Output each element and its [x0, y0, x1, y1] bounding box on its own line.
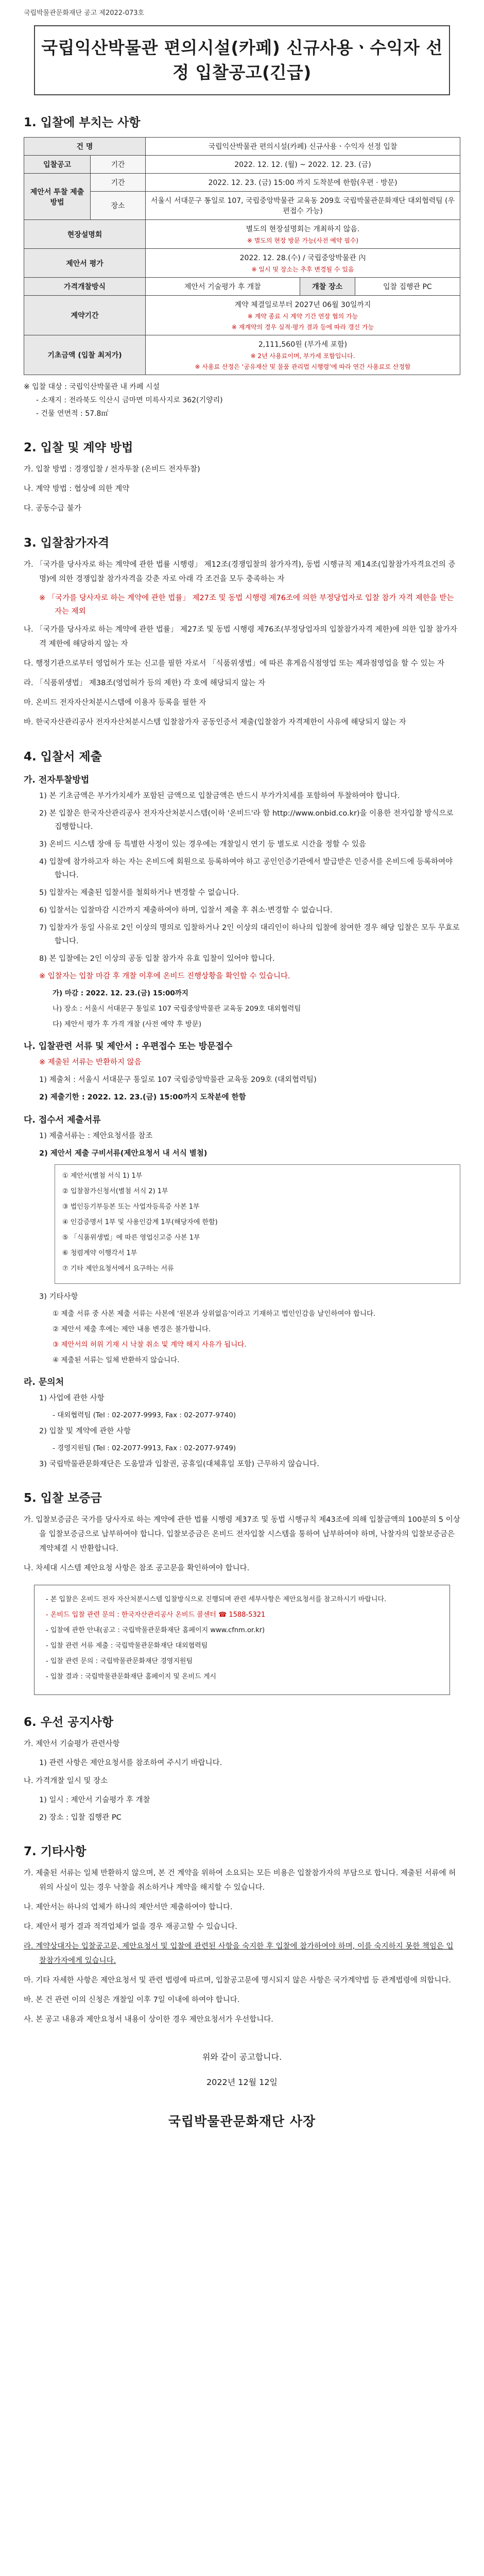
base-price-note-1: ※ 2년 사용료이며, 부가세 포함입니다.	[250, 352, 355, 360]
table-row	[24, 249, 460, 278]
list-item: 바. 본 건 관련 이의 신청은 개찰일 이후 7일 이내에 하여야 합니다.	[24, 1996, 240, 2004]
list-item: 다. 행정기관으로부터 영업허가 또는 신고를 필한 자로서 「식품위생법」에 따른 휴게음식점영업 또는 제과점영업을 할 수 있는 자	[24, 659, 445, 668]
page-title: 국립익산박물관 편의시설(카페) 신규사용ㆍ수익자 선정 입찰공고(긴급)	[41, 38, 443, 82]
documents-box	[55, 1164, 460, 1284]
list-item: 2) 입찰 및 계약에 관한 사항	[39, 1427, 131, 1435]
section-1-title: 1. 입찰에 부치는 사항	[24, 116, 141, 129]
list-item: 다. 제안서 평가 결과 적격업체가 없을 경우 재공고할 수 있습니다.	[24, 1923, 237, 1931]
date-item: 가) 마감 : 2022. 12. 23.(금) 15:00까지	[53, 989, 188, 997]
bid-info-table	[24, 137, 460, 375]
document-item: ⑥ 청렴계약 이행각서 1부	[62, 1249, 137, 1257]
price-header: 가격개찰방식	[24, 278, 146, 296]
table-row	[24, 174, 460, 192]
guidance-item: - 온비드 입찰 관련 문의 : 한국자산관리공사 온비드 콜센터 ☎ 1588-5321	[46, 1611, 266, 1619]
section-4-title: 4. 입찰서 제출	[24, 750, 102, 764]
announcement-number: 국립박물관문화재단 공고 제2022-073호	[24, 9, 145, 17]
list-item: 2) 제안서 제출 구비서류(제안요청서 내 서식 별첨)	[39, 1149, 208, 1158]
list-item: 나. 「국가를 당사자로 하는 계약에 관한 법률」 제27조 및 동법 시행령 제76조(부정당업자의 입찰참가자격 제한)에 의한 입찰 참가자격 제한에 해당하지 않는 자	[24, 625, 457, 648]
list-item: 8) 본 입찰에는 2인 이상의 공동 입찰 참가자 유효 입찰이 있어야 합니다.	[39, 955, 275, 963]
list-item: 1) 제출서류는 : 제안요청서를 참조	[39, 1132, 153, 1140]
list-item: 사. 본 공고 내용과 제안요청서 내용이 상이한 경우 제안요청서가 우선합니다.	[24, 2015, 273, 2024]
base-price-note-2: ※ 사용료 산정은 ‘공유재산 및 물품 관리법 시행령’에 따라 연간 사용료로 산정함	[195, 363, 411, 370]
subsection-title: 다. 접수서 제출서류	[24, 1115, 101, 1125]
base-price-value	[146, 335, 460, 375]
list-item: ① 제출 서류 중 사본 제출 서류는 사본에 '원본과 상위없음'이라고 기재하고 법인인감을 날인하여야 합니다.	[53, 1310, 376, 1318]
list-item: 1) 일시 : 제안서 기술평가 후 개찰	[39, 1796, 150, 1804]
document-item: ③ 법인등기부등본 또는 사업자등록증 사본 1부	[62, 1203, 200, 1211]
subsection-title: 나. 입찰관련 서류 및 제안서 : 우편접수 또는 방문접수	[24, 1041, 233, 1052]
contract-value	[146, 296, 460, 335]
document-item: ⑤ 「식품위생법」에 따른 영업신고증 사본 1부	[62, 1234, 200, 1242]
target-note-line: - 소재지 : 전라북도 익산시 금마면 미륵사지로 362(기양리)	[36, 396, 223, 404]
eval-note: ※ 일시 및 장소는 추후 변경될 수 있음	[251, 266, 354, 273]
briefing-header: 현장설명회	[24, 220, 146, 249]
list-item: 가. 입찰 방법 : 경쟁입찰 / 전자투찰 (온비드 전자투찰)	[24, 465, 200, 473]
list-item: ④ 제출된 서류는 일체 반환하지 않습니다.	[53, 1356, 180, 1364]
eval-value	[146, 249, 460, 278]
briefing-value	[146, 220, 460, 249]
section-6-title: 6. 우선 공지사항	[24, 1716, 114, 1729]
list-item-note: ※ 입찰자는 입찰 마감 후 개찰 이후에 온비드 진행상황을 확인할 수 있습니다.	[39, 972, 290, 980]
guidance-item: - 입찰에 관한 안내(공고 : 국립박물관문화재단 홈페이지 www.cfnm.or.kr)	[46, 1626, 265, 1634]
list-item: 가. 「국가를 당사자로 하는 계약에 관한 법률 시행령」 제12조(경쟁입찰의 참가자격), 동법 시행규칙 제14조(입찰참가자격요건의 증명)에 의한 경쟁입찰 참가자격을 갖춘 자로 아래 각 조건을 모두 충족하는 자	[24, 561, 456, 583]
list-item: 나. 계약 방법 : 협상에 의한 계약	[24, 485, 130, 493]
document-item: ② 입찰참가신청서(별첨 서식 2) 1부	[62, 1188, 168, 1195]
section-5-title: 5. 입찰 보증금	[24, 1492, 102, 1505]
list-item: ③ 제안서의 허위 기재 시 낙찰 취소 및 계약 해지 사유가 됩니다.	[53, 1341, 247, 1349]
eval-text: 2022. 12. 28.(수) / 국립중앙박물관 內	[239, 254, 366, 262]
section-3-title: 3. 입찰참가자격	[24, 536, 110, 550]
table-row	[24, 296, 460, 335]
announcement-date: 2022년 12월 12일	[206, 2077, 278, 2087]
list-item: 3) 기타사항	[39, 1293, 78, 1301]
list-item: 가. 제안서 기술평가 관련사항	[24, 1740, 120, 1748]
submit-sub: 기간	[91, 174, 146, 192]
subsection-title: 가. 전자투찰방법	[24, 775, 90, 785]
document-item: ④ 인감증명서 1부 및 사용인감계 1부(해당자에 한함)	[62, 1218, 218, 1226]
list-item: 2) 장소 : 입찰 집행관 PC	[39, 1814, 122, 1822]
briefing-text: 별도의 현장설명회는 개최하지 않음.	[246, 225, 360, 233]
table-row	[24, 138, 460, 156]
contact-line: - 대외협력팀 (Tel : 02-2077-9993, Fax : 02-2077-9740)	[53, 1411, 236, 1419]
contract-note-2: ※ 재계약의 경우 실적·평가 결과 등에 따라 갱신 가능	[231, 324, 374, 331]
submit-value: 2022. 12. 23. (금) 15:00 까지 도착분에 한함(우편 · 방문)	[146, 174, 460, 192]
list-item-note: ※ 「국가를 당사자로 하는 계약에 관한 법률」 제27조 및 동법 시행령 제76조에 의한 부정당업자로 입찰 참가 자격 제한을 받는 자는 제외	[39, 594, 454, 616]
list-item: 가. 입찰보증금은 국가를 당사자로 하는 계약에 관한 법률 시행령 제37조 및 동법 시행규칙 제43조에 의해 입찰금액의 100분의 5 이상을 입찰보증금으로 납부하여야 합니다. 입찰보증금은 온비드 전자입찰 시스템을 통하여 납부하여야 하며, 낙찰자의 입찰보증금은 계약체결 시 반환합니다.	[24, 1516, 460, 1553]
guidance-box	[34, 1585, 450, 1695]
list-item: ② 제안서 제출 후에는 제안 내용 변경은 불가합니다.	[53, 1325, 211, 1333]
contract-text: 계약 체결일로부터 2027년 06월 30일까지	[234, 301, 371, 309]
list-item: 2) 본 입찰은 한국자산관리공사 전자자산처분시스템(이하 '온비드'라 함 http://www.onbid.co.kr)을 이용한 전자입찰 방식으로 집행합니다.	[39, 809, 454, 831]
period-header: 입찰공고	[24, 156, 91, 174]
table-row	[24, 278, 460, 296]
list-item: 7) 입찰자가 동일 사유로 2인 이상의 명의로 입찰하거나 2인 이상의 대리인이 하나의 입찰에 참여한 경우 해당 입찰은 모두 무효로 합니다.	[39, 924, 460, 945]
section-2-title: 2. 입찰 및 계약 방법	[24, 441, 133, 454]
list-item: 마. 온비드 전자자산처분시스템에 이용자 등록을 필한 자	[24, 699, 206, 707]
place-sub: 장소	[91, 192, 146, 220]
document-item: ① 제안서(별첨 서식 1) 1부	[62, 1172, 143, 1180]
list-item: 나. 제안서는 하나의 업체가 하나의 제안서만 제출하여야 합니다.	[24, 1903, 233, 1911]
list-item: 5) 입찰자는 제출된 입찰서를 철회하거나 변경할 수 없습니다.	[39, 889, 239, 897]
base-price-text: 2,111,560원 (부가세 포함)	[258, 341, 348, 349]
period-value: 2022. 12. 12. (월) ~ 2022. 12. 23. (금)	[146, 156, 460, 174]
guidance-item: - 본 입찰은 온비드 전자 자산처분시스템 입찰방식으로 진행되며 관련 세부사항은 제안요청서를 참고하시기 바랍니다.	[46, 1596, 387, 1603]
subsection-title: 라. 문의처	[24, 1377, 64, 1387]
guidance-item: - 입찰 관련 서류 제출 : 국립박물관문화재단 대외협력팀	[46, 1642, 208, 1650]
list-item: 가. 제출된 서류는 일체 반환하지 않으며, 본 건 계약을 위하여 소요되는 모든 비용은 입찰참가자의 부담으로 합니다. 제출된 서류에 허위의 사실이 있는 경우 낙찰을 취소하거나 계약을 해지할 수 있습니다.	[24, 1869, 456, 1892]
list-item: 1) 관련 사항은 제안요청서를 참조하여 주시기 바랍니다.	[39, 1759, 222, 1767]
list-item: 6) 입찰서는 입찰마감 시간까지 제출하여야 하며, 입찰서 제출 후 취소·변경할 수 없습니다.	[39, 906, 333, 914]
contract-note-1: ※ 계약 종료 시 계약 기간 연장 협의 가능	[247, 313, 358, 320]
target-note-title: ※ 입찰 대상 : 국립익산박물관 내 카페 시설	[24, 383, 160, 391]
list-item: 1) 사업에 관한 사항	[39, 1394, 105, 1402]
target-note	[24, 380, 460, 420]
title-box	[34, 25, 450, 95]
subject-header: 건 명	[24, 138, 146, 156]
list-item-note: ※ 제출된 서류는 반환하지 않음	[39, 1058, 142, 1066]
list-item: 3) 국립박물관문화재단은 도움말과 입찰권, 공휴일(대체휴일 포함) 근무하지 않습니다.	[39, 1460, 319, 1468]
briefing-note: ※ 별도의 현장 방문 가능(사전 예약 필수)	[247, 237, 359, 244]
date-item: 나) 장소 : 서울시 서대문구 통일로 107 국립중앙박물관 교육동 209호 대외협력팀	[53, 1005, 301, 1013]
date-item: 다) 제안서 평가 후 가격 개찰 (사전 예약 후 방문)	[53, 1020, 202, 1028]
place-value: 서울시 서대문구 통일로 107, 국립중앙박물관 교육동 209호 국립박물관문화재단 대외협력팀 (우편접수 가능)	[146, 192, 460, 220]
table-row	[24, 156, 460, 174]
list-item: 나. 차세대 시스템 제안요청 사항은 참조 공고문을 확인하여야 합니다.	[24, 1564, 250, 1572]
period-sub: 기간	[91, 156, 146, 174]
submit-header: 제안서 투찰 제출방법	[24, 174, 91, 220]
list-item: 4) 입찰에 참가하고자 하는 자는 온비드에 회원으로 등록하여야 하고 공인인증기관에서 발급받은 인증서를 온비드에 등록하여야 합니다.	[39, 858, 453, 879]
signature: 국립박물관문화재단 사장	[168, 2114, 316, 2129]
contract-header: 계약기간	[24, 296, 146, 335]
eval-header: 제안서 평가	[24, 249, 146, 278]
list-item: 1) 본 기초금액은 부가가치세가 포함된 금액으로 입찰금액은 반드시 부가가치세를 포함하여 투찰하여야 합니다.	[39, 792, 400, 800]
price-value-3: 입찰 집행관 PC	[355, 278, 460, 296]
section-7-title: 7. 기타사항	[24, 1845, 87, 1858]
subject-value: 국립익산박물관 편의시설(카페) 신규사용ㆍ수익자 선정 입찰	[146, 138, 460, 156]
list-item: 2) 제출기한 : 2022. 12. 23.(금) 15:00까지 도착분에 한함	[39, 1093, 246, 1101]
document-item: ⑦ 기타 제안요청서에서 요구하는 서류	[62, 1265, 174, 1273]
target-note-line: - 건물 연면적 : 57.8㎡	[36, 410, 109, 418]
list-item: 나. 가격개찰 일시 및 장소	[24, 1777, 108, 1785]
list-item: 3) 온비드 시스템 장애 등 특별한 사정이 있는 경우에는 개찰일시 연기 등 별도로 시간을 정할 수 있음	[39, 840, 366, 849]
price-value-1: 제안서 기술평가 후 개찰	[146, 278, 300, 296]
base-price-header: 기초금액 (입찰 최저가)	[24, 335, 146, 375]
list-item: 라. 계약상대자는 입찰공고문, 제안요청서 및 입찰에 관련된 사항을 숙지한 후 입찰에 참가하여야 하며, 이를 숙지하지 못한 책임은 입찰참가자에게 있습니다.	[24, 1942, 454, 1965]
list-item: 1) 제출처 : 서울시 서대문구 통일로 107 국립중앙박물관 교육동 209호 (대외협력팀)	[39, 1076, 317, 1084]
table-row	[24, 335, 460, 375]
list-item: 라. 「식품위생법」 제38조(영업허가 등의 제한) 각 호에 해당되지 않는 자	[24, 679, 266, 687]
list-item: 바. 한국자산관리공사 전자자산처분시스템 입찰참가자 공동인증서 제출(입찰참가 자격제한이 사유에 해당되지 않는 자	[24, 718, 406, 726]
contact-line: - 경영지원팀 (Tel : 02-2077-9913, Fax : 02-2077-9749)	[53, 1444, 236, 1452]
table-row	[24, 220, 460, 249]
guidance-item: - 입찰 결과 : 국립박물관문화재단 홈페이지 및 온비드 게시	[46, 1673, 216, 1681]
closing-text: 위와 같이 공고합니다.	[202, 2052, 282, 2062]
guidance-item: - 입찰 관련 문의 : 국립박물관문화재단 경영지원팀	[46, 1657, 193, 1665]
price-value-2: 개찰 장소	[300, 278, 355, 296]
list-item: 다. 공동수급 불가	[24, 504, 81, 513]
list-item: 마. 기타 자세한 사항은 제안요청서 및 관련 법령에 따르며, 입찰공고문에 명시되지 않은 사항은 국가계약법 등 관계법령에 의합니다.	[24, 1976, 451, 1985]
